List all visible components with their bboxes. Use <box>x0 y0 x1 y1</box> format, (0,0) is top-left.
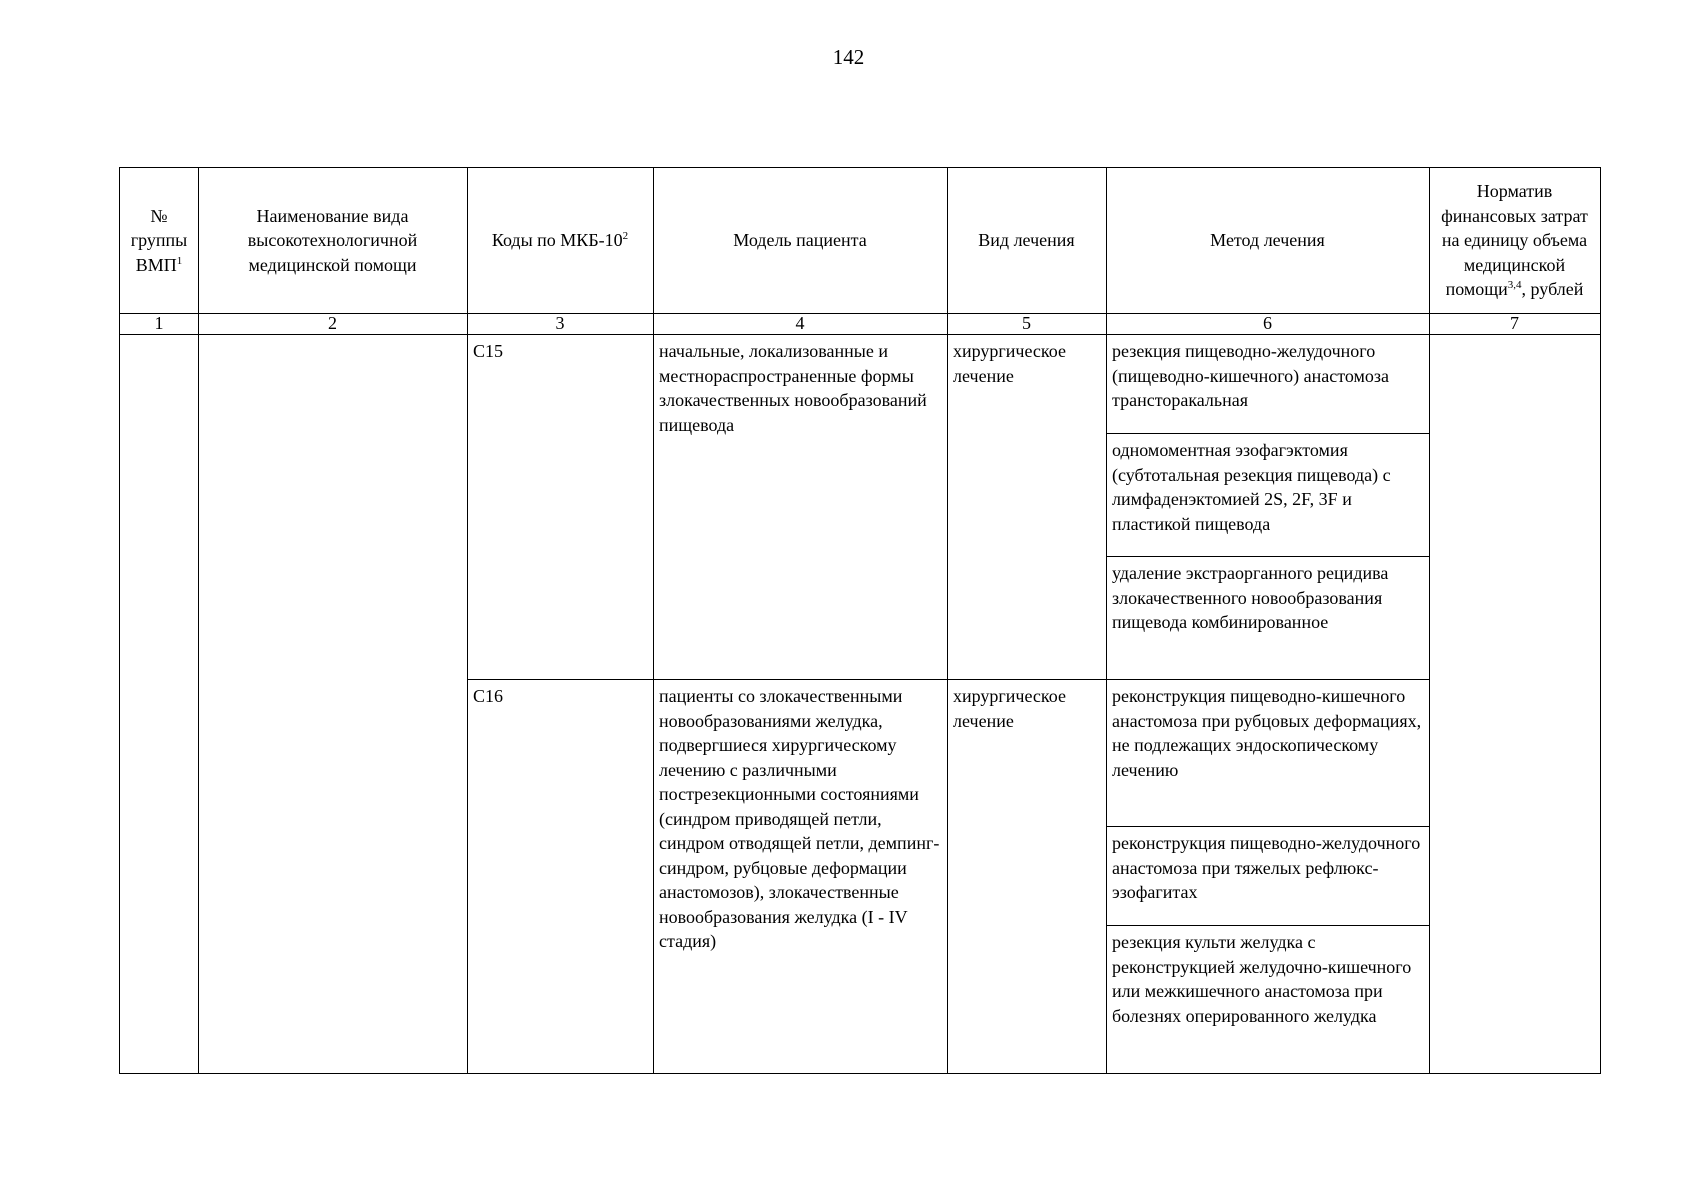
header-cost-standard <box>1429 168 1600 313</box>
treatment-type: хирургическое лечение <box>953 686 1066 731</box>
header-group-number-footnote: 1 <box>176 254 183 267</box>
treatment-type: хирургическое лечение <box>953 341 1066 386</box>
header-cost-standard-text: Норматив финансовых затрат на единицу объема медицинской помощи <box>1441 181 1588 300</box>
header-treatment-method <box>1106 168 1429 313</box>
treatment-method: резекция культи желудка с реконструкцией желудочно-кишечного или межкишечного анастомоза при болезнях оперированного желудка <box>1112 932 1412 1026</box>
column-number: 7 <box>1510 313 1519 333</box>
treatment-method: одномоментная эзофагэктомия (субтотальная резекция пищевода) с лимфаденэктомией 2S, 2F, 3F и пластикой пищевода <box>1112 440 1391 534</box>
icd-code: C15 <box>473 341 504 361</box>
header-group-number <box>120 168 198 313</box>
icd-code: C16 <box>473 686 504 706</box>
treatment-method: резекция пищеводно-желудочного (пищеводно-кишечного) анастомоза трансторакальная <box>1112 341 1390 410</box>
column-number: 1 <box>154 313 164 333</box>
header-treatment-type-text: Вид лечения <box>978 230 1075 251</box>
header-cost-standard-footnote: 3,4 <box>1507 279 1522 292</box>
header-treatment-method-text: Метод лечения <box>1210 230 1325 251</box>
header-care-type-text: Наименование вида высокотехнологичной медицинской помощи <box>247 205 418 275</box>
patient-model: начальные, локализованные и местнораспространенные формы злокачественных новообразований пищевода <box>659 341 927 435</box>
header-cost-standard-unit: , рублей <box>1521 279 1584 300</box>
header-icd-codes-text: Коды по МКБ-10 <box>491 230 623 251</box>
header-icd-codes <box>467 168 653 313</box>
treatment-method: реконструкция пищеводно-желудочного анастомоза при тяжелых рефлюкс-эзофагитах <box>1112 833 1421 902</box>
header-care-type <box>198 168 467 313</box>
column-number: 2 <box>328 313 337 333</box>
treatment-method: реконструкция пищеводно-кишечного анастомоза при рубцовых деформациях, не подлежащих эндоскопическому лечению <box>1112 686 1422 780</box>
column-number: 5 <box>1022 313 1031 333</box>
header-icd-codes-footnote: 2 <box>622 230 629 243</box>
vmp-table <box>119 167 1601 1074</box>
patient-model: пациенты со злокачественными новообразованиями желудка, подвергшиеся хирургическому лечению с различными пострезекционными состояниями (синдром приводящей петли, синдром отводящей петли, демпинг-синдром, рубцовые деформации анастомозов), злокачественные новообразования желудка (I - IV стадия) <box>659 686 940 951</box>
treatment-method: удаление экстраорганного рецидива злокачественного новообразования пищевода комбинированное <box>1112 563 1389 632</box>
column-number: 6 <box>1263 313 1272 333</box>
column-number: 4 <box>795 313 805 333</box>
header-treatment-type <box>947 168 1106 313</box>
header-group-number-text: № группы ВМП <box>130 205 188 275</box>
page-number: 142 <box>832 45 865 69</box>
header-patient-model-text: Модель пациента <box>733 230 867 251</box>
header-patient-model <box>653 168 947 313</box>
column-number: 3 <box>555 313 565 333</box>
